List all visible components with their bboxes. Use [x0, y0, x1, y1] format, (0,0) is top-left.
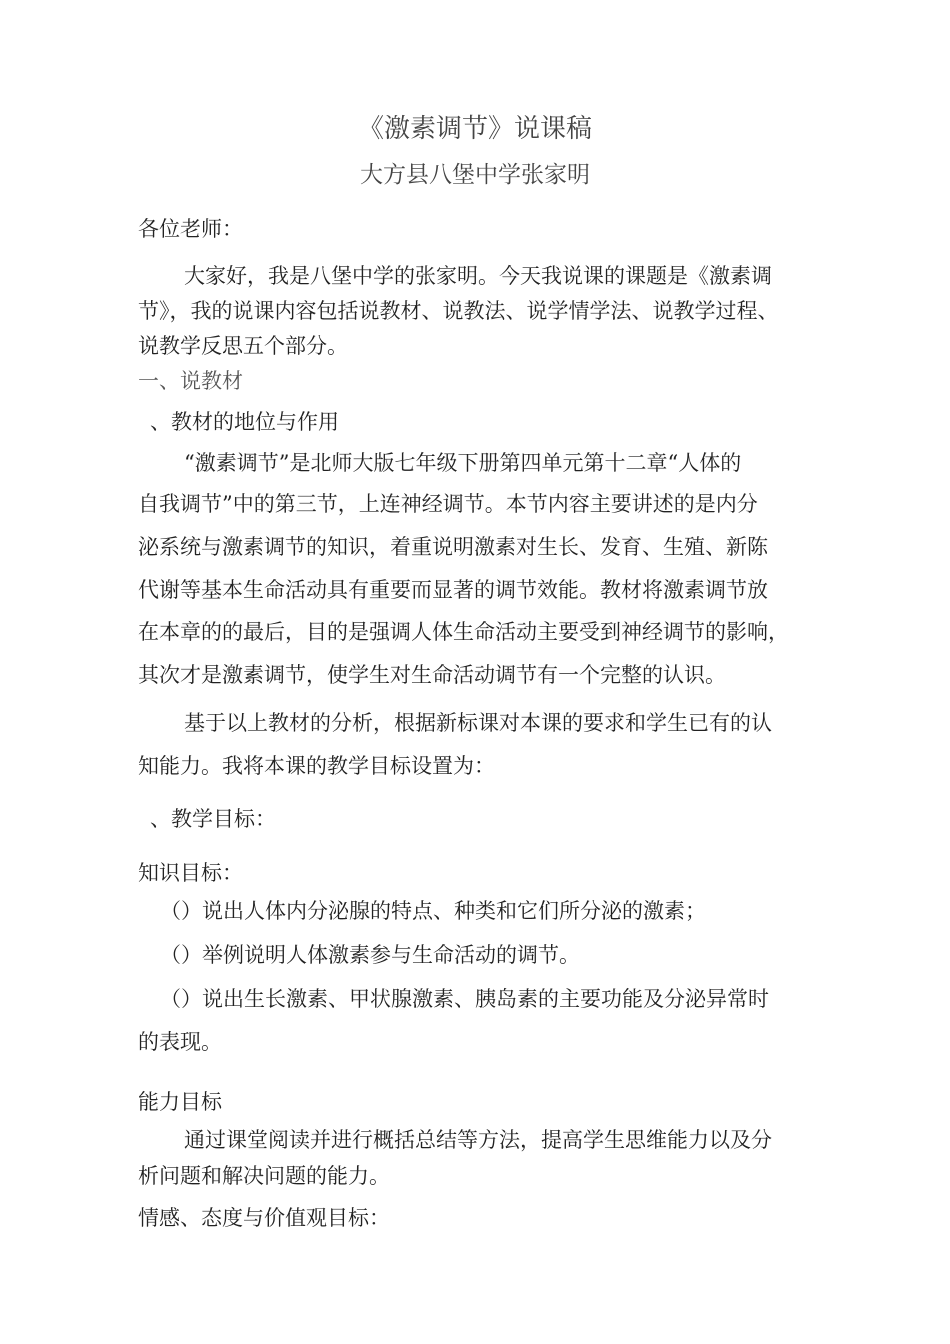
para1-line-1: “激素调节”是北师大版七年级下册第四单元第十二章“人体的: [184, 451, 742, 475]
intro-line-3: 说教学反思五个部分。: [138, 334, 348, 358]
greeting: 各位老师：: [138, 217, 243, 241]
knowledge-item-3: （）说出生长激素、甲状腺激素、胰岛素的主要功能及分泌异常时: [160, 987, 769, 1011]
knowledge-item-1: （）说出人体内分泌腺的特点、种类和它们所分泌的激素；: [160, 899, 706, 923]
section1-heading: 一、说教材: [138, 369, 243, 393]
document-title: 《激素调节》说课稿: [357, 114, 592, 144]
intro-line-2: 节》，我的说课内容包括说教材、说教法、说学情学法、说教学过程、: [138, 299, 779, 323]
intro-line-1: 大家好，我是八堡中学的张家明。今天我说课的课题是《激素调: [184, 264, 772, 288]
para2-line-1: 基于以上教材的分析，根据新标课对本课的要求和学生已有的认: [184, 711, 772, 735]
knowledge-item-2: （）举例说明人体激素参与生命活动的调节。: [160, 943, 580, 967]
para1-line-6: 其次才是激素调节，使学生对生命活动调节有一个完整的认识。: [138, 663, 726, 687]
knowledge-item-3-cont: 的表现。: [138, 1030, 222, 1054]
ability-line-1: 通过课堂阅读并进行概括总结等方法，提高学生思维能力以及分: [184, 1128, 772, 1152]
knowledge-heading: 知识目标：: [138, 861, 243, 885]
ability-heading: 能力目标: [138, 1090, 222, 1114]
para1-line-5: 在本章的的最后，目的是强调人体生命活动主要受到神经调节的影响，: [138, 620, 789, 644]
document-author: 大方县八堡中学张家明: [360, 162, 590, 188]
subsection1-heading: 、教材的地位与作用: [150, 410, 339, 434]
emotion-heading: 情感、态度与价值观目标：: [138, 1206, 390, 1230]
subsection2-heading: 、教学目标：: [150, 807, 276, 831]
para1-line-3: 泌系统与激素调节的知识，着重说明激素对生长、发育、生殖、新陈: [138, 535, 768, 559]
para1-line-4: 代谢等基本生命活动具有重要而显著的调节效能。教材将激素调节放: [138, 578, 768, 602]
para1-line-2: 自我调节”中的第三节，上连神经调节。本节内容主要讲述的是内分: [138, 492, 758, 516]
ability-line-2: 析问题和解决问题的能力。: [138, 1164, 390, 1188]
para2-line-2: 知能力。我将本课的教学目标设置为：: [138, 754, 495, 778]
